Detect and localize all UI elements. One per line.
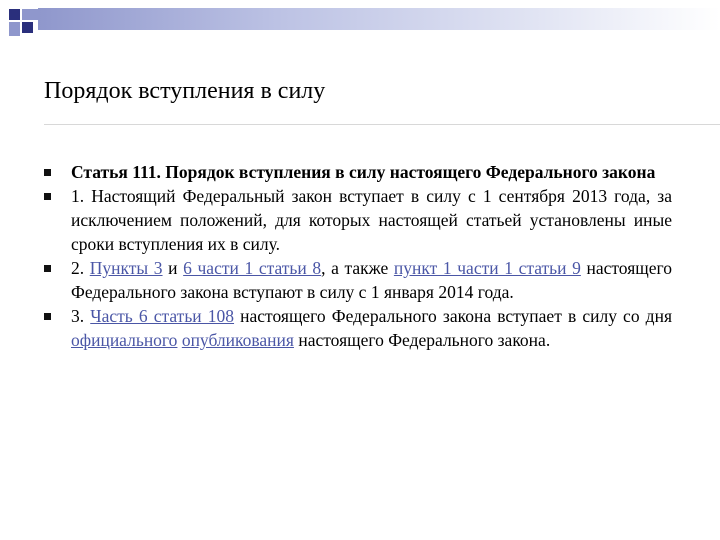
bullet-list	[44, 160, 672, 352]
slide-title: Порядок вступления в силу	[44, 78, 326, 104]
square-bullet-icon	[44, 313, 51, 320]
law-link[interactable]: Часть 6 статьи 108	[90, 306, 235, 326]
law-link[interactable]: Пункты 3	[89, 258, 163, 278]
decor-square-icon	[22, 22, 33, 33]
law-link[interactable]: пункт 1 части 1 статьи 9	[393, 258, 581, 278]
top-decoration-bar	[0, 0, 720, 38]
bullet-text: , а также	[321, 258, 394, 278]
bullet-text: 3.	[71, 306, 91, 326]
bullet-text: и	[162, 258, 184, 278]
law-link[interactable]: опубликования	[181, 330, 294, 350]
bullet-text: настоящего Федерального закона вступает в силу со дня	[234, 306, 672, 326]
bullet-item	[44, 304, 672, 352]
article-heading: Статья 111. Порядок вступления в силу настоящего Федерального закона	[71, 162, 656, 182]
bullet-item	[44, 184, 672, 256]
title-divider	[44, 124, 720, 125]
bullet-text: настоящего Федерального закона вступают в силу с 1 января 2014 года.	[71, 258, 673, 302]
bullet-text: 1. Настоящий Федеральный закон вступает в силу с 1 сентября 2013 года, за исключением положений, для которых настоящей статьей установлены иные сроки вступления их в силу.	[71, 186, 672, 254]
square-bullet-icon	[44, 169, 51, 176]
bullet-item	[44, 160, 672, 184]
bullet-text: настоящего Федерального закона.	[293, 330, 551, 350]
decor-square-icon	[9, 22, 20, 36]
bullet-text: 2.	[71, 258, 90, 278]
law-link[interactable]: официального	[71, 330, 178, 350]
decor-square-icon	[9, 9, 20, 20]
gradient-band	[38, 8, 720, 30]
decor-square-icon	[22, 9, 38, 20]
square-bullet-icon	[44, 265, 51, 272]
square-bullet-icon	[44, 193, 51, 200]
law-link[interactable]: 6 части 1 статьи 8	[183, 258, 322, 278]
bullet-item	[44, 256, 672, 304]
